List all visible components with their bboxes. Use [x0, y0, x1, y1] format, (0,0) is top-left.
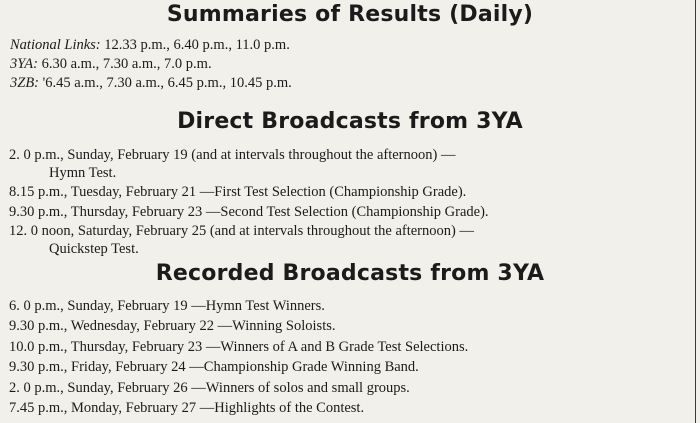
entry-continuation: Hymn Test.	[49, 165, 117, 181]
direct-entry	[9, 146, 694, 182]
summary-times: '6.45 a.m., 7.30 a.m., 6.45 p.m., 10.45 p.m.	[39, 75, 292, 91]
entry-line: 8.15 p.m., Tuesday, February 21 —First Test Selection (Championship Grade).	[9, 184, 467, 200]
summary-label: 3YA:	[10, 56, 38, 72]
direct-entry	[9, 203, 694, 221]
summary-3ya	[10, 56, 212, 73]
recorded-entry	[9, 338, 694, 356]
entry-line: 12. 0 noon, Saturday, February 25 (and at intervals throughout the afternoon) —	[9, 223, 474, 239]
summary-times: 6.30 a.m., 7.30 a.m., 7.0 p.m.	[38, 56, 212, 72]
summary-label: National Links:	[10, 37, 101, 53]
entry-line: 2. 0 p.m., Sunday, February 26 —Winners of solos and small groups.	[9, 380, 410, 396]
entry-continuation: Quickstep Test.	[49, 241, 139, 257]
entry-line: 7.45 p.m., Monday, February 27 —Highlights of the Contest.	[9, 400, 365, 416]
summary-national-links	[10, 37, 290, 54]
direct-broadcasts-heading: Direct Broadcasts from 3YA	[177, 109, 523, 134]
entry-line: 9.30 p.m., Wednesday, February 22 —Winning Soloists.	[9, 318, 336, 334]
entry-line: 2. 0 p.m., Sunday, February 19 (and at intervals throughout the afternoon) —	[9, 147, 456, 163]
direct-entry	[9, 183, 694, 201]
recorded-entry	[9, 297, 694, 315]
recorded-broadcasts-heading: Recorded Broadcasts from 3YA	[155, 261, 545, 286]
summary-times: 12.33 p.m., 6.40 p.m., 11.0 p.m.	[100, 37, 290, 53]
column-rule	[695, 0, 696, 423]
entry-line: 10.0 p.m., Thursday, February 23 —Winners of A and B Grade Test Selections.	[9, 339, 469, 355]
summary-3zb	[10, 75, 292, 92]
recorded-entry	[9, 399, 694, 417]
entry-line: 6. 0 p.m., Sunday, February 19 —Hymn Test Winners.	[9, 298, 325, 314]
recorded-entry	[9, 317, 694, 335]
summary-label: 3ZB:	[10, 75, 39, 91]
direct-entry	[9, 222, 694, 258]
summaries-heading: Summaries of Results (Daily)	[166, 2, 534, 27]
recorded-entry	[9, 379, 694, 397]
entry-line: 9.30 p.m., Friday, February 24 —Championship Grade Winning Band.	[9, 359, 419, 375]
recorded-entry	[9, 358, 694, 376]
entry-line: 9.30 p.m., Thursday, February 23 —Second Test Selection (Championship Grade).	[9, 204, 489, 220]
